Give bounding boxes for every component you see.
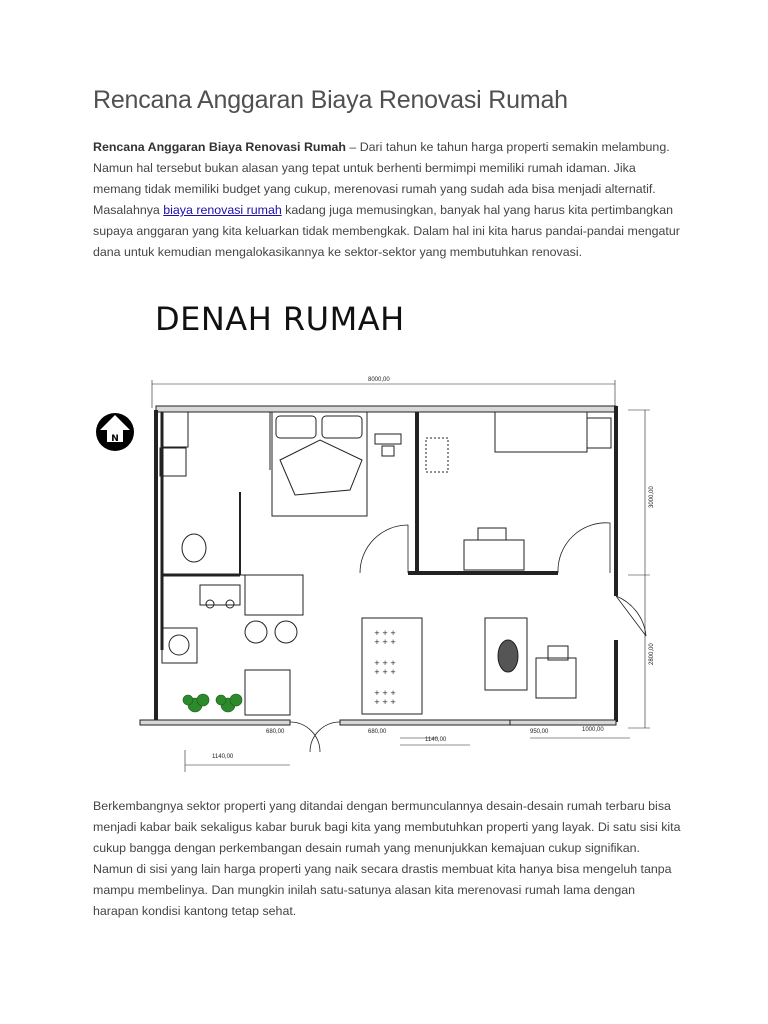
floor-plan-drawing	[90, 360, 680, 780]
dim-top-width: 8000,00	[368, 377, 390, 383]
article-title: Rencana Anggaran Biaya Renovasi Rumah	[93, 86, 568, 114]
dim-bottom-left: 1140,00	[212, 754, 234, 760]
intro-bold-lead: Rencana Anggaran Biaya Renovasi Rumah	[93, 140, 346, 154]
north-arrow-icon	[96, 413, 134, 451]
svg-text:+ + +: + + +	[374, 668, 397, 676]
svg-text:+ + +: + + +	[374, 698, 397, 706]
svg-text:+ + +: + + +	[374, 638, 397, 646]
svg-text:+ + +: + + +	[374, 659, 397, 667]
north-label: N	[111, 434, 119, 444]
floor-plan-figure	[90, 360, 680, 780]
dim-right-upper: 3000,00	[649, 486, 655, 508]
dim-right-lower: 2800,00	[649, 643, 655, 665]
dim-bottom-right-a: 950,00	[530, 729, 549, 735]
dim-door-mid: 680,00	[368, 729, 387, 735]
body-paragraph: Berkembangnya sektor properti yang ditandai dengan bermunculannya desain-desain rumah terbaru bisa menjadi kabar baik sekaligus kabar buruk bagi kita yang membutuhkan properti yang layak. Di satu sisi kita cukup bangga dengan perkembangan desain rumah yang menunjukkan kemajuan cukup signifikan. Namun di sisi yang lain harga properti yang naik secara drastis membuat kita hanya bisa mengeluh tanpa mampu membelinya. Dan mungkin inilah satu-satunya alasan kita merenovasi rumah lama dengan harapan kondisi kantong tetap sehat.	[93, 799, 681, 918]
floor-plan-heading: DENAH RUMAH	[155, 300, 405, 338]
svg-text:+ + +: + + +	[374, 689, 397, 697]
dim-door-left: 680,00	[266, 729, 285, 735]
dim-bottom-right-b: 1000,00	[582, 727, 604, 733]
intro-text-before-link: – Dari tahun ke tahun harga properti semakin melambung. Namun hal tersebut bukan alasan yang tepat untuk berhenti bermimpi memiliki rumah idaman. Jika memang tidak memiliki budget yang cukup, merenovasi rumah yang sudah ada bisa menjadi alternatif. Masalahnya	[93, 140, 670, 217]
svg-text:+ + +: + + +	[374, 629, 397, 637]
dim-bottom-mid: 1140,00	[425, 737, 447, 743]
intro-text-after-link: kadang juga memusingkan, banyak hal yang harus kita pertimbangkan supaya anggaran yang kita keluarkan tidak membengkak. Dalam hal ini kita harus pandai-pandai mengatur dana untuk kemudian mengalokasikannya ke sektor-sektor yang membutuhkan renovasi.	[93, 203, 680, 259]
intro-paragraph	[93, 137, 683, 263]
renovation-cost-link[interactable]: biaya renovasi rumah	[163, 203, 282, 217]
